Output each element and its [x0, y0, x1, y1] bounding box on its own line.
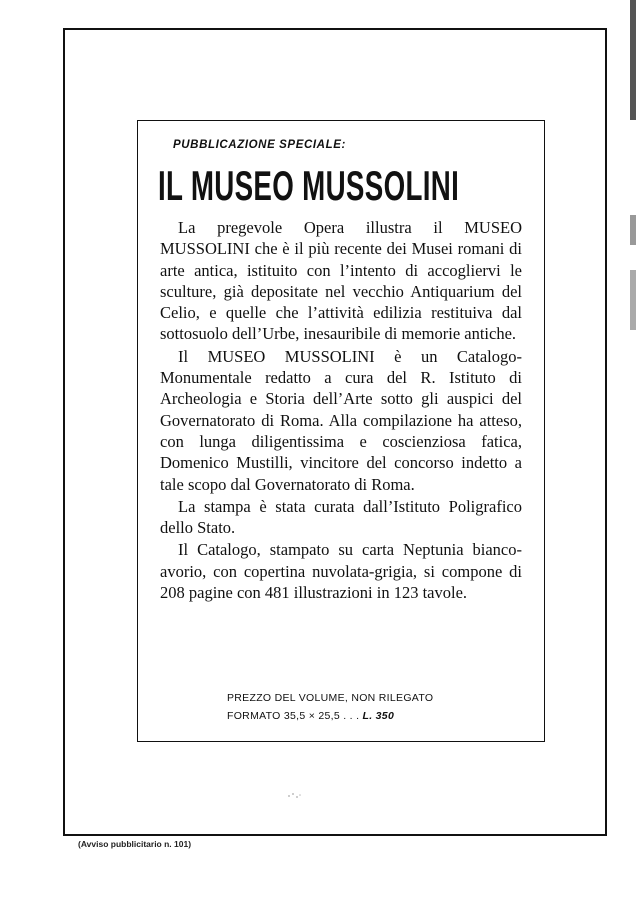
body-text — [160, 217, 522, 604]
price-line-1: PREZZO DEL VOLUME, NON RILEGATO — [227, 692, 434, 704]
page-edge-mark — [630, 215, 636, 245]
price-block — [160, 689, 522, 725]
kicker-label: PUBBLICAZIONE SPECIALE: — [173, 139, 346, 151]
ink-smudge — [286, 788, 302, 798]
price-line-2 — [160, 707, 522, 725]
paragraph-3: La stampa è stata curata dall’Istituto Poligrafico dello Stato. — [160, 496, 522, 538]
paragraph-2: Il MUSEO MUSSOLINI è un Catalogo-Monumentale redatto a cura del R. Istituto di Archeologia e Storia dell’Arte sotto gli auspici del Governatorato di Roma. Alla compilazione ha atteso, con lunga diligentissima e coscienziosa fatica, Domenico Mustilli, vincitore del concorso indetto a tale scopo dal Governatorato di Roma. — [160, 346, 522, 494]
page-edge-mark — [630, 0, 636, 120]
footnote: (Avviso pubblicitario n. 101) — [78, 839, 192, 849]
page-title: IL MUSEO MUSSOLINI — [158, 162, 460, 209]
price-format-label: FORMATO 35,5 × 25,5 . . . — [227, 710, 360, 722]
paragraph-4: Il Catalogo, stampato su carta Neptunia bianco-avorio, con copertina nuvolata-grigia, si compone di 208 pagine con 481 illustrazioni in 123 tavole. — [160, 540, 522, 603]
price-amount: L. 350 — [362, 710, 395, 722]
page-edge-mark — [630, 270, 636, 330]
paragraph-1: La pregevole Opera illustra il MUSEO MUSSOLINI che è il più recente dei Musei romani di arte antica, istituito con l’intento di accogliervi le sculture, già depositate nel vecchio Antiquarium del Celio, e quelle che l’attività edilizia restituiva dal sottosuolo dell’Urbe, inesauribile di memorie antiche. — [160, 218, 522, 344]
